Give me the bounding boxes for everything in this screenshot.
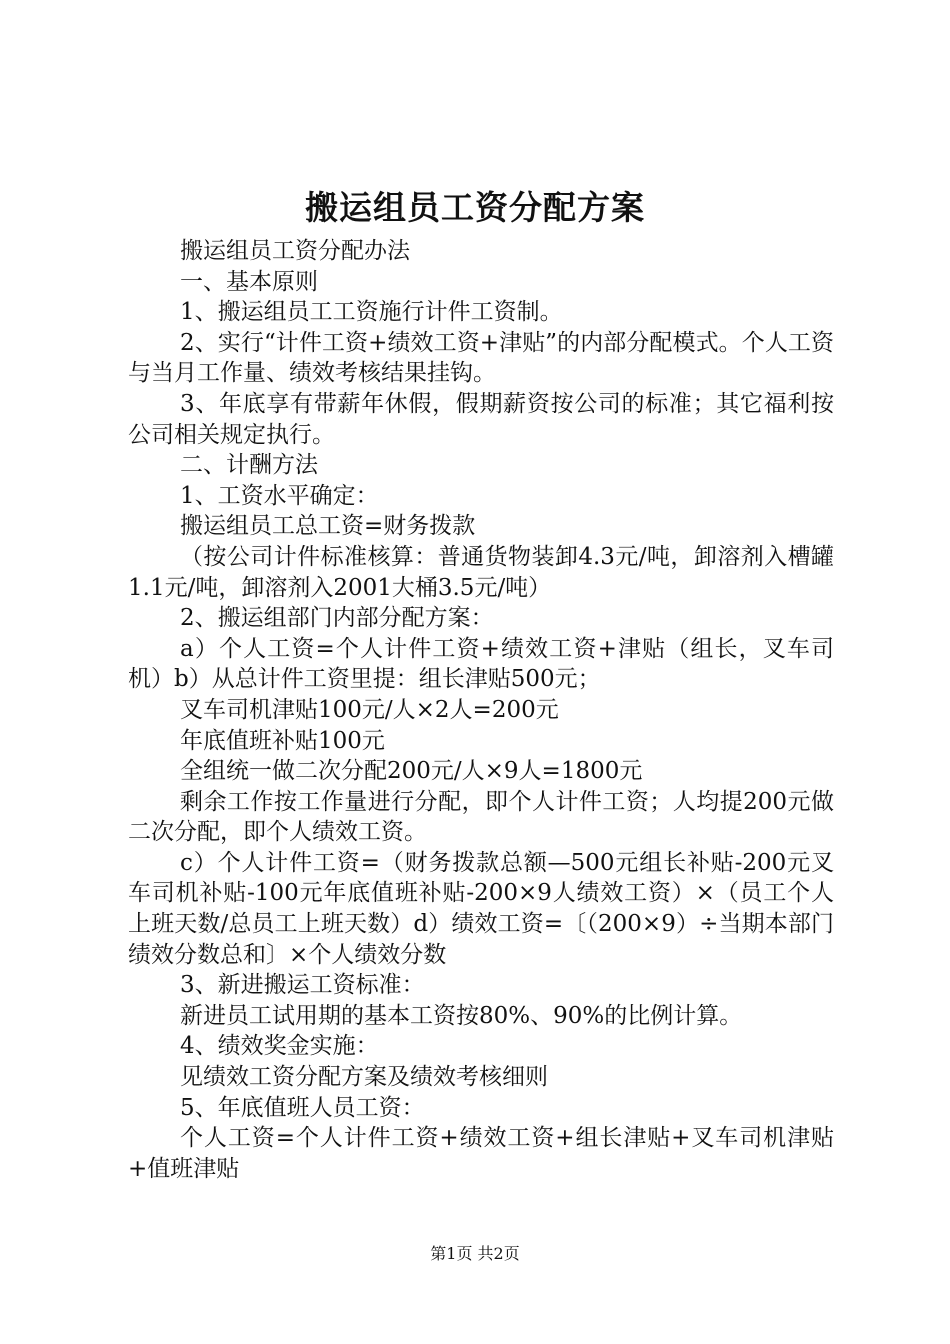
paragraph: 剩余工作按工作量进行分配，即个人计件工资；人均提200元做二次分配，即个人绩效工资。 — [128, 788, 834, 846]
paragraph: 5、年底值班人员工资： — [180, 1094, 425, 1121]
paragraph: 叉车司机津贴100元/人×2人=200元 — [180, 696, 559, 723]
paragraph: c）个人计件工资=（财务拨款总额—500元组长补贴-200元叉车司机补贴-100元年底值班补贴-200×9人绩效工资）×（员工个人上班天数/总员工上班天数）d）绩效工资=〔（200×9）÷当期本部门绩效分数总和〕×个人绩效分数 — [128, 849, 834, 968]
document-title: 搬运组员工资分配方案 — [305, 188, 645, 227]
paragraph: 2、搬运组部门内部分配方案： — [180, 605, 494, 632]
paragraph: 3、年底享有带薪年休假，假期薪资按公司的标准；其它福利按公司相关规定执行。 — [128, 390, 834, 448]
paragraph: 2、实行“计件工资+绩效工资+津贴”的内部分配模式。个人工资与当月工作量、绩效考核结果挂钩。 — [128, 329, 834, 387]
paragraph: （按公司计件标准核算：普通货物装卸4.3元/吨，卸溶剂入槽罐1.1元/吨，卸溶剂入2001大桶3.5元/吨） — [128, 543, 834, 601]
page-footer: 第1页 共2页 — [430, 1244, 520, 1263]
paragraph: 见绩效工资分配方案及绩效考核细则 — [180, 1064, 548, 1091]
section-heading: 二、计酬方法 — [180, 452, 318, 479]
paragraph: 4、绩效奖金实施： — [180, 1033, 379, 1060]
paragraph: 3、新进搬运工资标准： — [180, 972, 425, 999]
paragraph: a）个人工资=个人计件工资+绩效工资+津贴（组长，叉车司机）b）从总计件工资里提：组长津贴500元； — [128, 635, 834, 693]
document-body — [128, 236, 834, 1184]
paragraph: 搬运组员工资分配办法 — [180, 238, 410, 264]
paragraph: 个人工资=个人计件工资+绩效工资+组长津贴+叉车司机津贴+值班津贴 — [128, 1125, 834, 1182]
paragraph: 年底值班补贴100元 — [180, 727, 385, 754]
paragraph: 新进员工试用期的基本工资按80%、90%的比例计算。 — [180, 1002, 743, 1029]
section-heading: 一、基本原则 — [180, 268, 318, 295]
paragraph: 全组统一做二次分配200元/人×9人=1800元 — [180, 758, 643, 785]
paragraph: 1、搬运组员工工资施行计件工资制。 — [180, 299, 563, 326]
paragraph: 1、工资水平确定： — [180, 482, 379, 509]
paragraph: 搬运组员工总工资=财务拨款 — [180, 513, 476, 540]
